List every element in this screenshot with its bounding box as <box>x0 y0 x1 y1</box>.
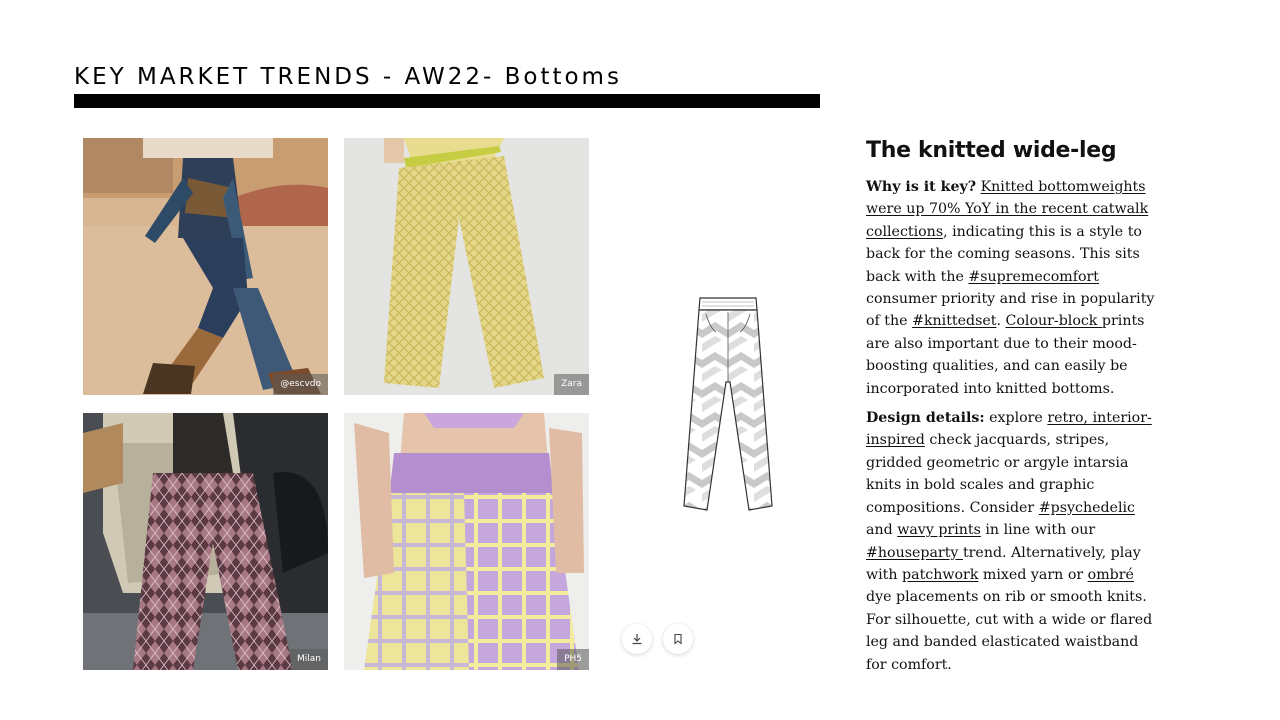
text-span: in line with our <box>980 522 1096 539</box>
wavy-prints-link[interactable]: wavy prints <box>897 522 981 539</box>
why-key-label: Why is it key? <box>866 179 977 195</box>
catwalk-link[interactable]: Knitted bottomweights were up 70% YoY in the recent catwalk collections <box>866 179 1149 240</box>
trend-description <box>866 138 1156 683</box>
title-underline-bar <box>74 94 820 108</box>
houseparty-link[interactable]: #houseparty <box>866 544 963 561</box>
text-span: dye placements on rib or smooth knits. For silhouette, cut with a wide or flared leg and banded elasticated waistband for comfort. <box>866 589 1153 673</box>
text-span: check jacquards, stripes, gridded geometric or argyle intarsia knits in bold scales and graphic compositions. Consider <box>866 432 1129 516</box>
supremecomfort-link[interactable]: #supremecomfort <box>968 268 1100 285</box>
design-details-paragraph <box>866 407 1156 676</box>
text-span: . <box>996 313 1006 330</box>
knittedset-link[interactable]: #knittedset <box>912 313 997 330</box>
trend-photo-escvdo[interactable] <box>83 138 328 395</box>
retro-interior-link[interactable]: retro, interior-inspired <box>866 410 1152 449</box>
photo-credit: @escvdo <box>273 374 328 395</box>
milan-photo-illustration <box>83 413 328 670</box>
ombre-link[interactable]: ombré <box>1087 566 1134 583</box>
escvdo-photo-illustration <box>83 138 328 395</box>
slide-title: KEY MARKET TRENDS - AW22- Bottoms <box>74 64 622 90</box>
trouser-flat-sketch <box>676 292 780 516</box>
trend-photo-ph5[interactable] <box>344 413 589 670</box>
trend-photo-milan[interactable] <box>83 413 328 670</box>
text-span: trend. Alternatively, play with <box>866 544 1141 583</box>
patchwork-link[interactable]: patchwork <box>902 566 979 583</box>
text-span: mixed yarn or <box>978 566 1088 583</box>
text-span: consumer priority and rise in popularity of the <box>866 291 1155 330</box>
download-button[interactable] <box>622 624 652 654</box>
trend-photo-zara[interactable] <box>344 138 589 395</box>
text-span: , indicating this is a style to back for the coming seasons. This sits back with the <box>866 223 1142 285</box>
colour-block-link[interactable]: Colour-block <box>1005 313 1102 330</box>
design-details-label: Design details: <box>866 410 985 427</box>
text-span: and <box>866 522 898 539</box>
photo-credit: Milan <box>290 649 328 670</box>
ph5-photo-illustration <box>344 413 589 670</box>
bookmark-icon <box>672 633 684 645</box>
photo-credit: Zara <box>554 374 589 395</box>
trend-heading: The knitted wide-leg <box>866 138 1117 163</box>
download-icon <box>631 633 643 645</box>
zara-photo-illustration <box>344 138 589 395</box>
why-key-paragraph <box>866 176 1156 400</box>
psychedelic-link[interactable]: #psychedelic <box>1038 499 1135 516</box>
text-span: prints are also important due to their mood-boosting qualities, and can easily be incorporated into knitted bottoms. <box>866 313 1145 397</box>
bookmark-button[interactable] <box>663 624 693 654</box>
photo-credit: PH5 <box>557 649 589 670</box>
text-span: explore <box>984 410 1048 427</box>
